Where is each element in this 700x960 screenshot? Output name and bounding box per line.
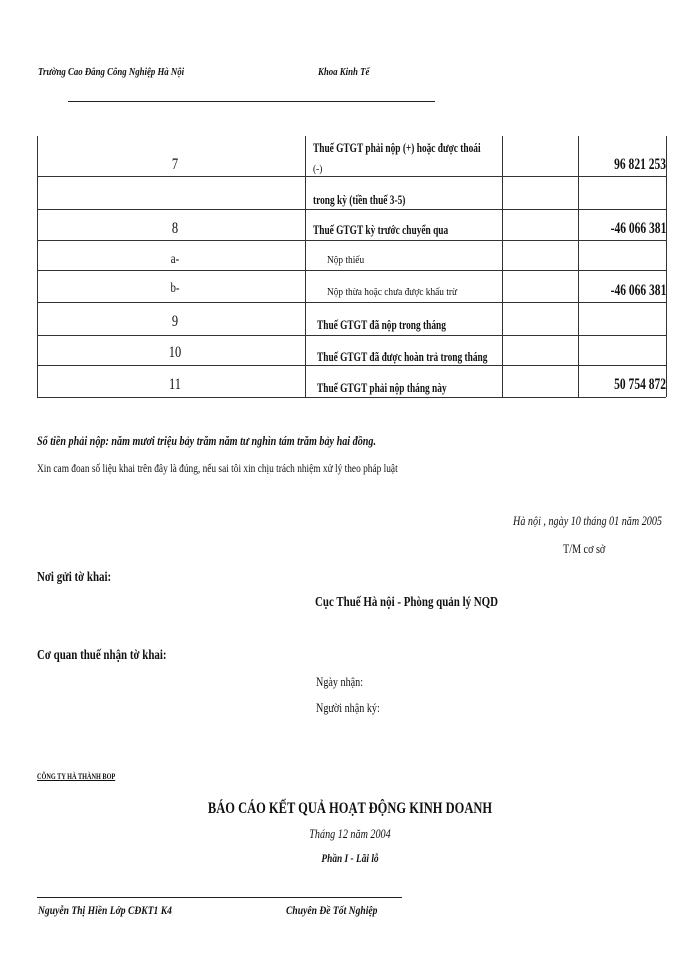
row-number: 8 xyxy=(171,220,179,237)
row-number: 9 xyxy=(171,313,179,330)
row-value: 50 754 872 xyxy=(614,376,666,393)
report-period: Tháng 12 năm 2004 xyxy=(309,826,391,841)
row-number: 11 xyxy=(168,376,182,393)
send-to-value: Cục Thuế Hà nội - Phòng quản lý NQD xyxy=(315,595,499,610)
row-line xyxy=(37,302,666,303)
receiver-sign-label: Người nhận ký: xyxy=(316,700,380,715)
row-description: Thuế GTGT đã nộp trong tháng xyxy=(317,317,446,332)
row-line xyxy=(37,209,666,210)
row-value: -46 066 381 xyxy=(610,220,666,237)
row-description: (-) xyxy=(313,163,323,175)
amount-in-words: Số tiền phải nộp: năm mươi triệu bảy trăm năm tư nghìn tám trăm bảy hai đồng. xyxy=(37,433,377,448)
footer-author: Nguyễn Thị Hiền Lớp CĐKT1 K4 xyxy=(38,903,172,917)
row-description: Thuế GTGT phải nộp tháng này xyxy=(317,380,447,395)
row-line xyxy=(37,335,666,336)
place-date: Hà nội , ngày 10 tháng 01 năm 2005 xyxy=(513,513,663,528)
row-value: 96 821 253 xyxy=(614,156,666,173)
row-line xyxy=(37,365,666,366)
signer-label: T/M cơ sở xyxy=(563,541,606,556)
col-line xyxy=(666,136,667,397)
header-rule xyxy=(68,101,435,102)
header-school: Trường Cao Đẳng Công Nghiệp Hà Nội xyxy=(38,66,185,78)
row-description: Thuế GTGT phải nộp (+) hoặc được thoái xyxy=(313,140,481,155)
report-part: Phần I - Lãi lỗ xyxy=(321,851,379,865)
row-line xyxy=(37,240,666,241)
row-line xyxy=(37,176,666,177)
row-line xyxy=(37,397,666,398)
row-description: Thuế GTGT đã được hoàn trả trong tháng xyxy=(317,349,488,364)
row-description: trong kỳ (tiền thuế 3-5) xyxy=(313,192,406,207)
company-name: CÔNG TY HÀ THÀNH BOP xyxy=(37,772,116,781)
row-number: 7 xyxy=(171,156,179,173)
receiver-label: Cơ quan thuế nhận tờ khai: xyxy=(37,648,167,663)
row-description: Nộp thừa hoặc chưa được khấu trừ xyxy=(327,286,458,298)
declaration-text: Xin cam đoan số liệu khai trên đây là đúng, nếu sai tôi xin chịu trách nhiệm xử lý theo pháp luật xyxy=(37,461,398,475)
row-number: a- xyxy=(170,252,180,267)
row-description: Thuế GTGT kỳ trước chuyển qua xyxy=(313,222,449,237)
tax-table xyxy=(37,136,666,397)
header-faculty: Khoa Kinh Tế xyxy=(318,66,370,78)
footer-rule xyxy=(37,897,402,898)
send-to-label: Nơi gửi tờ khai: xyxy=(37,570,112,585)
row-number: 10 xyxy=(168,344,182,361)
row-number: b- xyxy=(170,281,180,296)
report-title: BÁO CÁO KẾT QUẢ HOẠT ĐỘNG KINH DOANH xyxy=(207,800,493,817)
received-date-label: Ngày nhận: xyxy=(316,674,364,689)
row-value: -46 066 381 xyxy=(610,282,666,299)
row-description: Nộp thiếu xyxy=(327,254,365,266)
footer-thesis: Chuyên Đề Tốt Nghiệp xyxy=(286,903,378,917)
row-line xyxy=(37,270,666,271)
